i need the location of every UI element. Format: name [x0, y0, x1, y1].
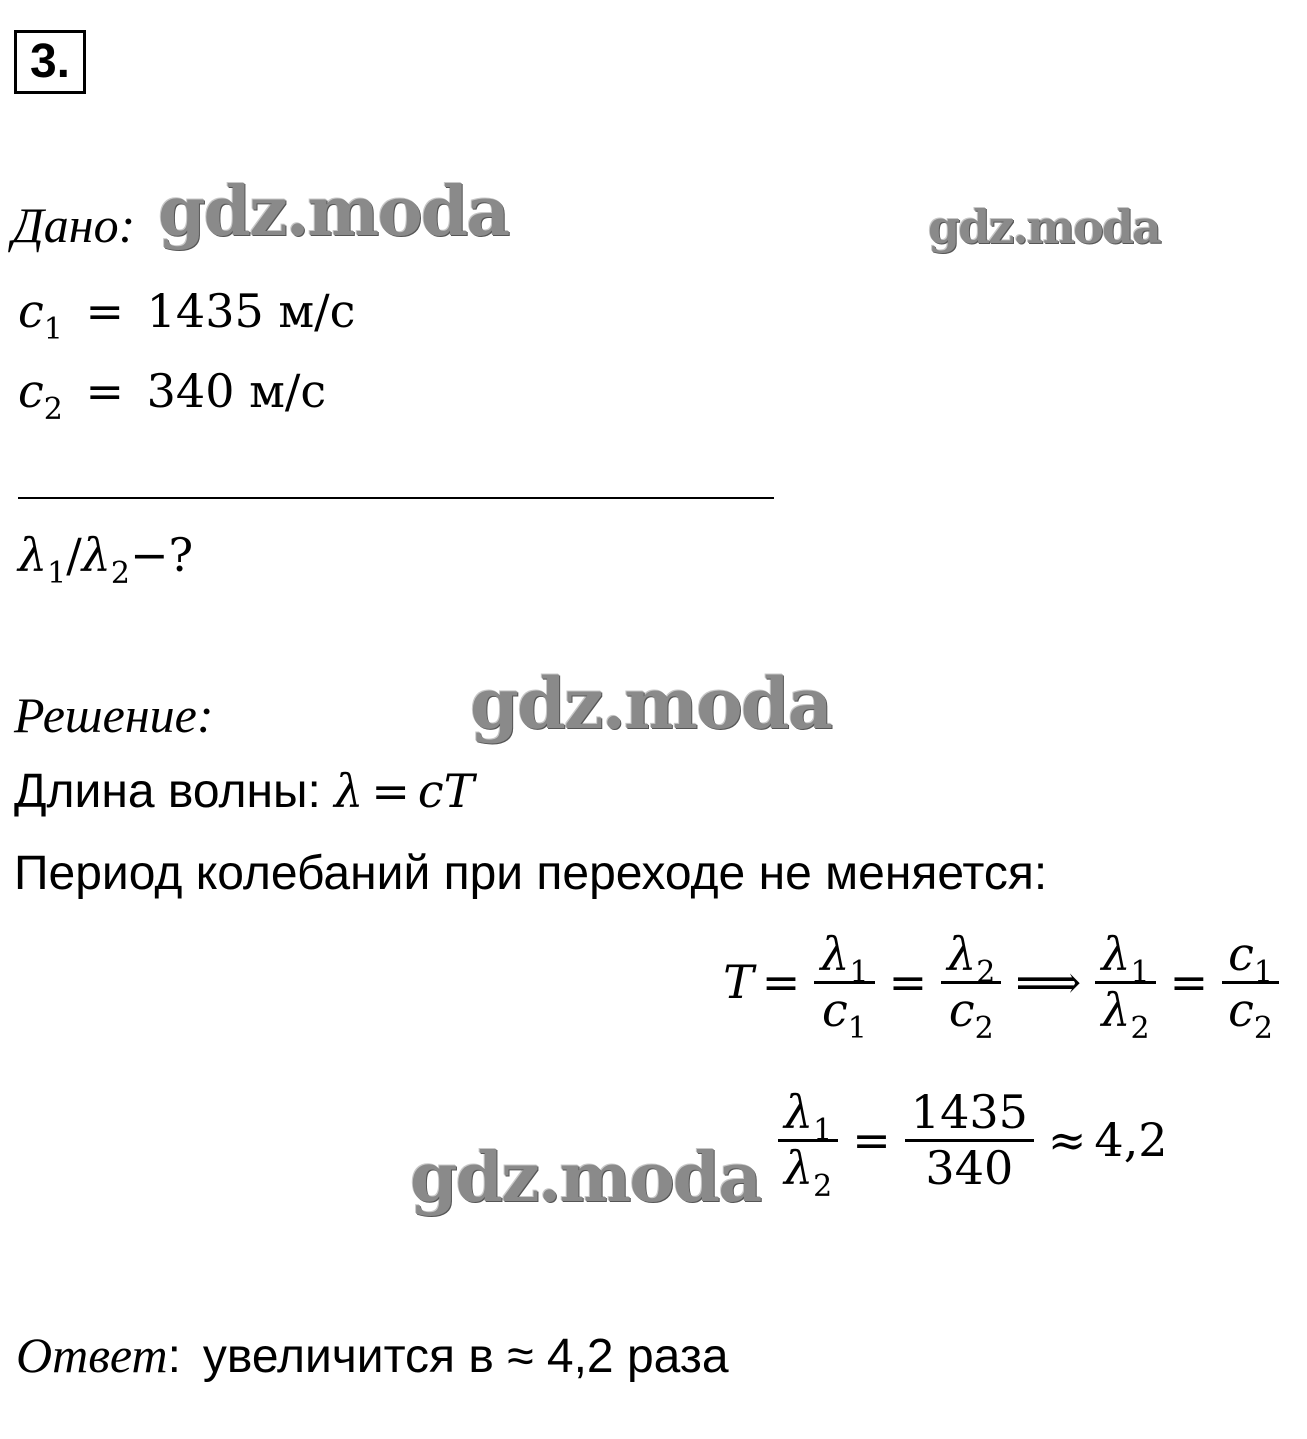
period-text: Период колебаний при переходе не меняется:: [14, 847, 1048, 900]
given-label: Дано:: [12, 197, 136, 253]
answer-line: Ответ: увеличится в ≈ 4,2 раза: [16, 1327, 729, 1383]
given-c1: $c_1 = 1435$ м/с: [18, 284, 356, 347]
fraction-c1-c2: $\frac{c_1}{c_2}$: [1222, 928, 1279, 1037]
watermark: gdz.moda: [410, 1138, 761, 1218]
watermark: gdz.moda: [928, 200, 1160, 254]
watermark: gdz.moda: [158, 172, 509, 252]
fraction-l1-c1: $\frac{\lambda_1}{c_1}$: [814, 928, 874, 1037]
fraction-l1-l2: $\frac{\lambda_1}{\lambda_2}$: [1095, 928, 1155, 1037]
wavelength-line: Длина волны: λ = cT: [14, 764, 475, 818]
separator-line: [18, 497, 774, 499]
problem-number: 3.: [14, 30, 86, 94]
fraction-numeric: $\frac{1435}{340}$: [905, 1086, 1034, 1195]
watermark: gdz.moda: [470, 662, 832, 745]
solution-label: Решение:: [14, 687, 214, 743]
equation-result: $\frac{\lambda_1}{\lambda_2}$ = $\frac{1435}{340}$ ≈ 4,2: [772, 1086, 1168, 1195]
find-expression: $\lambda_1/\lambda_2-$?: [18, 528, 194, 591]
fraction-l2-c2: $\frac{\lambda_2}{c_2}$: [941, 928, 1001, 1037]
equation-period: T = $\frac{\lambda_1}{c_1}$ = $\frac{\lambda_2}{c_2}$ ⟹ $\frac{\lambda_1}{\lambda_2}$ = $\frac{c_1}{c_2}$: [723, 928, 1285, 1037]
given-c2: $c_2 = 340$ м/с: [18, 364, 327, 427]
fraction-l1-l2-result: $\frac{\lambda_1}{\lambda_2}$: [778, 1086, 838, 1195]
